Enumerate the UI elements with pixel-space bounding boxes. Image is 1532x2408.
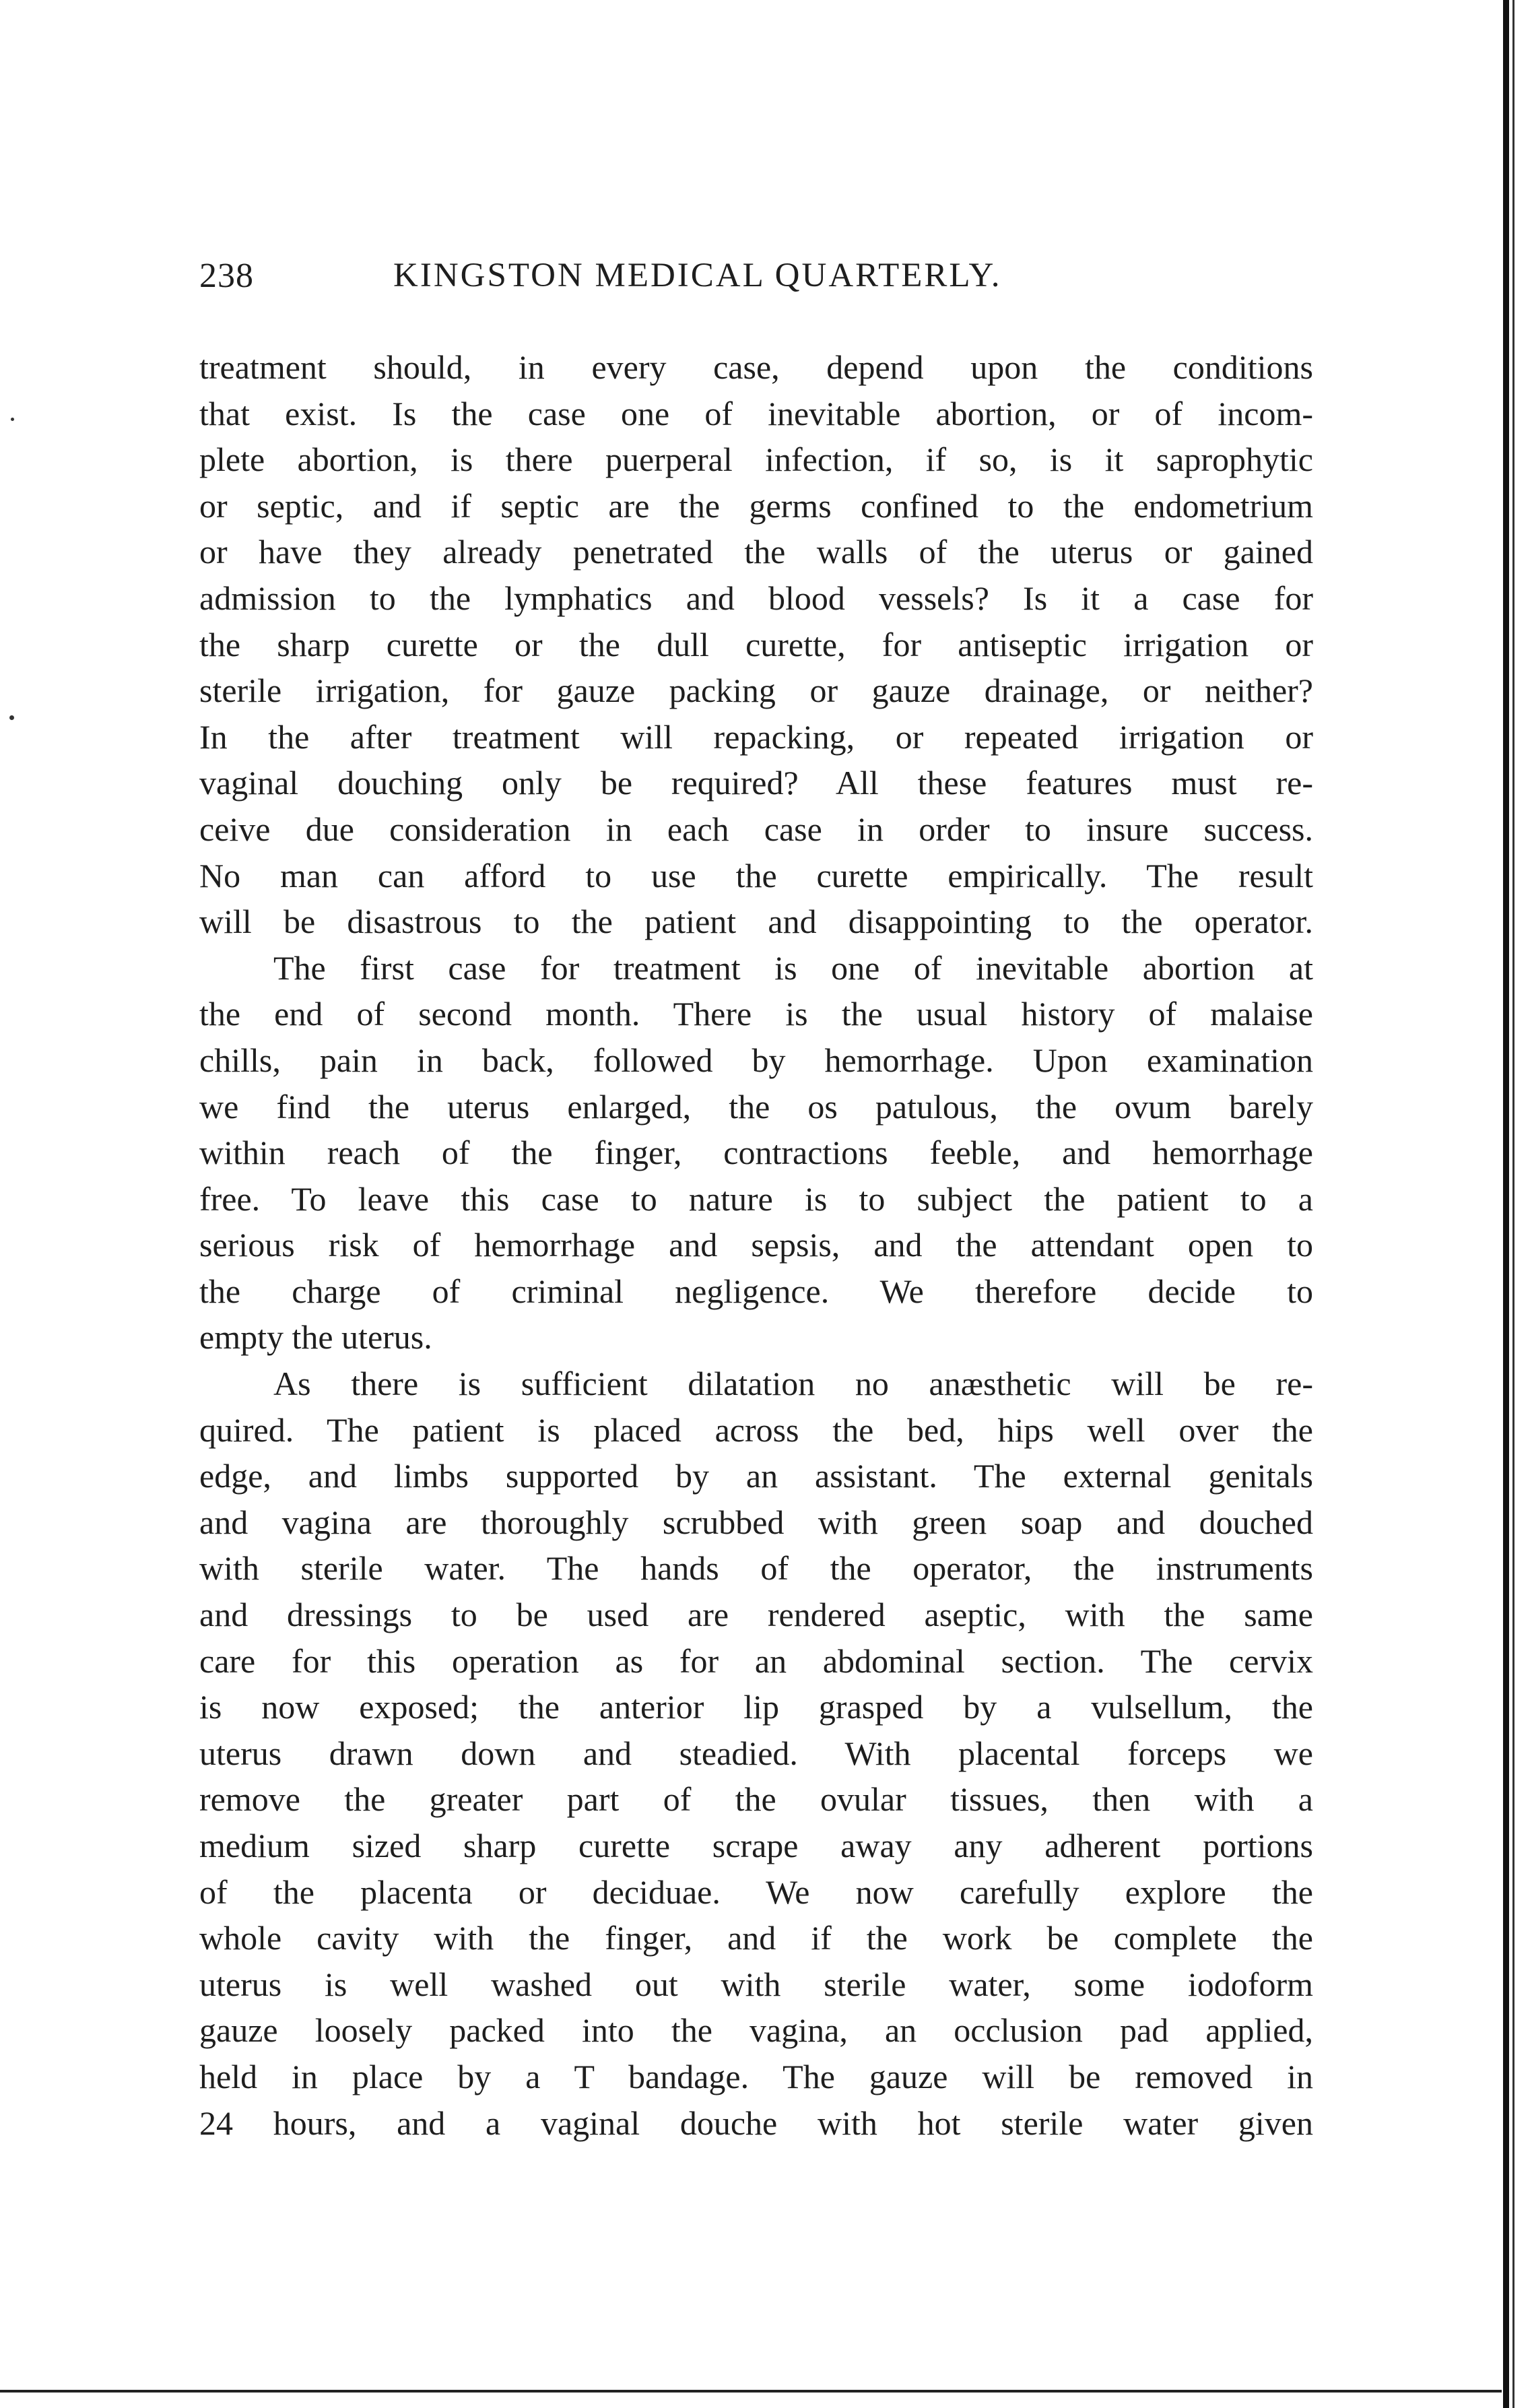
text-line: with sterile water. The hands of the operator, the instruments [199,1549,1313,1588]
text-line: admission to the lymphatics and blood vessels? Is it a case for [199,579,1313,617]
text-line: No man can afford to use the curette empirically. The result [199,856,1313,894]
page-number: 238 [199,257,254,295]
text-line: In the after treatment will repacking, or repeated irrigation or [199,717,1313,756]
text-line: ceive due consideration in each case in order to insure success. [199,810,1313,848]
scan-edge-bottom [0,2390,1502,2393]
text-line: or have they already penetrated the walls of the uterus or gained [199,533,1313,571]
text-line: the charge of criminal negligence. We therefore decide to [199,1272,1313,1310]
text-line: treatment should, in every case, depend upon the conditions [199,348,1313,386]
scan-edge-right [1503,0,1509,2408]
text-line: uterus drawn down and steadied. With placental forceps we [199,1734,1313,1772]
text-line: sterile irrigation, for gauze packing or gauze drainage, or neither? [199,672,1313,710]
text-line: plete abortion, is there puerperal infection, if so, is it saprophytic [199,441,1313,479]
paragraph-start-line: As there is sufficient dilatation no anæsthetic will be re- [273,1365,1313,1403]
text-line: of the placenta or deciduae. We now carefully explore the [199,1873,1313,1911]
body-text [199,344,1313,2146]
text-line: 24 hours, and a vaginal douche with hot sterile water given [199,2104,1313,2142]
text-line: within reach of the finger, contractions feeble, and hemorrhage [199,1134,1313,1172]
text-line: uterus is well washed out with sterile water, some iodoform [199,1965,1313,2003]
page-header [199,256,1317,310]
text-line: and dressings to be used are rendered aseptic, with the same [199,1596,1313,1634]
text-line: free. To leave this case to nature is to subject the patient to a [199,1179,1313,1218]
paragraph-end-line: empty the uterus. [199,1318,432,1357]
scan-speck [9,715,14,720]
text-line: or septic, and if septic are the germs confined to the endometrium [199,486,1313,525]
text-line: vaginal douching only be required? All these features must re- [199,764,1313,802]
text-line: that exist. Is the case one of inevitable abortion, or of incom- [199,394,1313,432]
paragraph-start-line: The first case for treatment is one of inevitable abortion at [273,948,1313,987]
text-line: held in place by a T bandage. The gauze will be removed in [199,2057,1313,2095]
text-line: will be disastrous to the patient and disappointing to the operator. [199,903,1313,941]
text-line: is now exposed; the anterior lip grasped by a vulsellum, the [199,1688,1313,1726]
text-line: chills, pain in back, followed by hemorrhage. Upon examination [199,1041,1313,1079]
text-line: we find the uterus enlarged, the os patulous, the ovum barely [199,1087,1313,1126]
running-head: KINGSTON MEDICAL QUARTERLY. [393,257,1002,294]
text-line: gauze loosely packed into the vagina, an occlusion pad applied, [199,2011,1313,2050]
text-line: medium sized sharp curette scrape away any adherent portions [199,1827,1313,1864]
text-line: and vagina are thoroughly scrubbed with green soap and douched [199,1503,1313,1541]
text-line: quired. The patient is placed across the bed, hips well over the [199,1410,1313,1449]
text-line: remove the greater part of the ovular tissues, then with a [199,1780,1313,1819]
scan-edge-right-thin [1512,0,1514,2408]
text-line: the sharp curette or the dull curette, for antiseptic irrigation or [199,625,1313,663]
text-line: whole cavity with the finger, and if the work be complete the [199,1919,1313,1957]
text-line: care for this operation as for an abdominal section. The cervix [199,1641,1313,1680]
scan-speck [11,418,14,421]
text-line: edge, and limbs supported by an assistant. The external genitals [199,1457,1313,1495]
text-line: the end of second month. There is the usual history of malaise [199,995,1313,1033]
text-line: serious risk of hemorrhage and sepsis, and the attendant open to [199,1226,1313,1264]
